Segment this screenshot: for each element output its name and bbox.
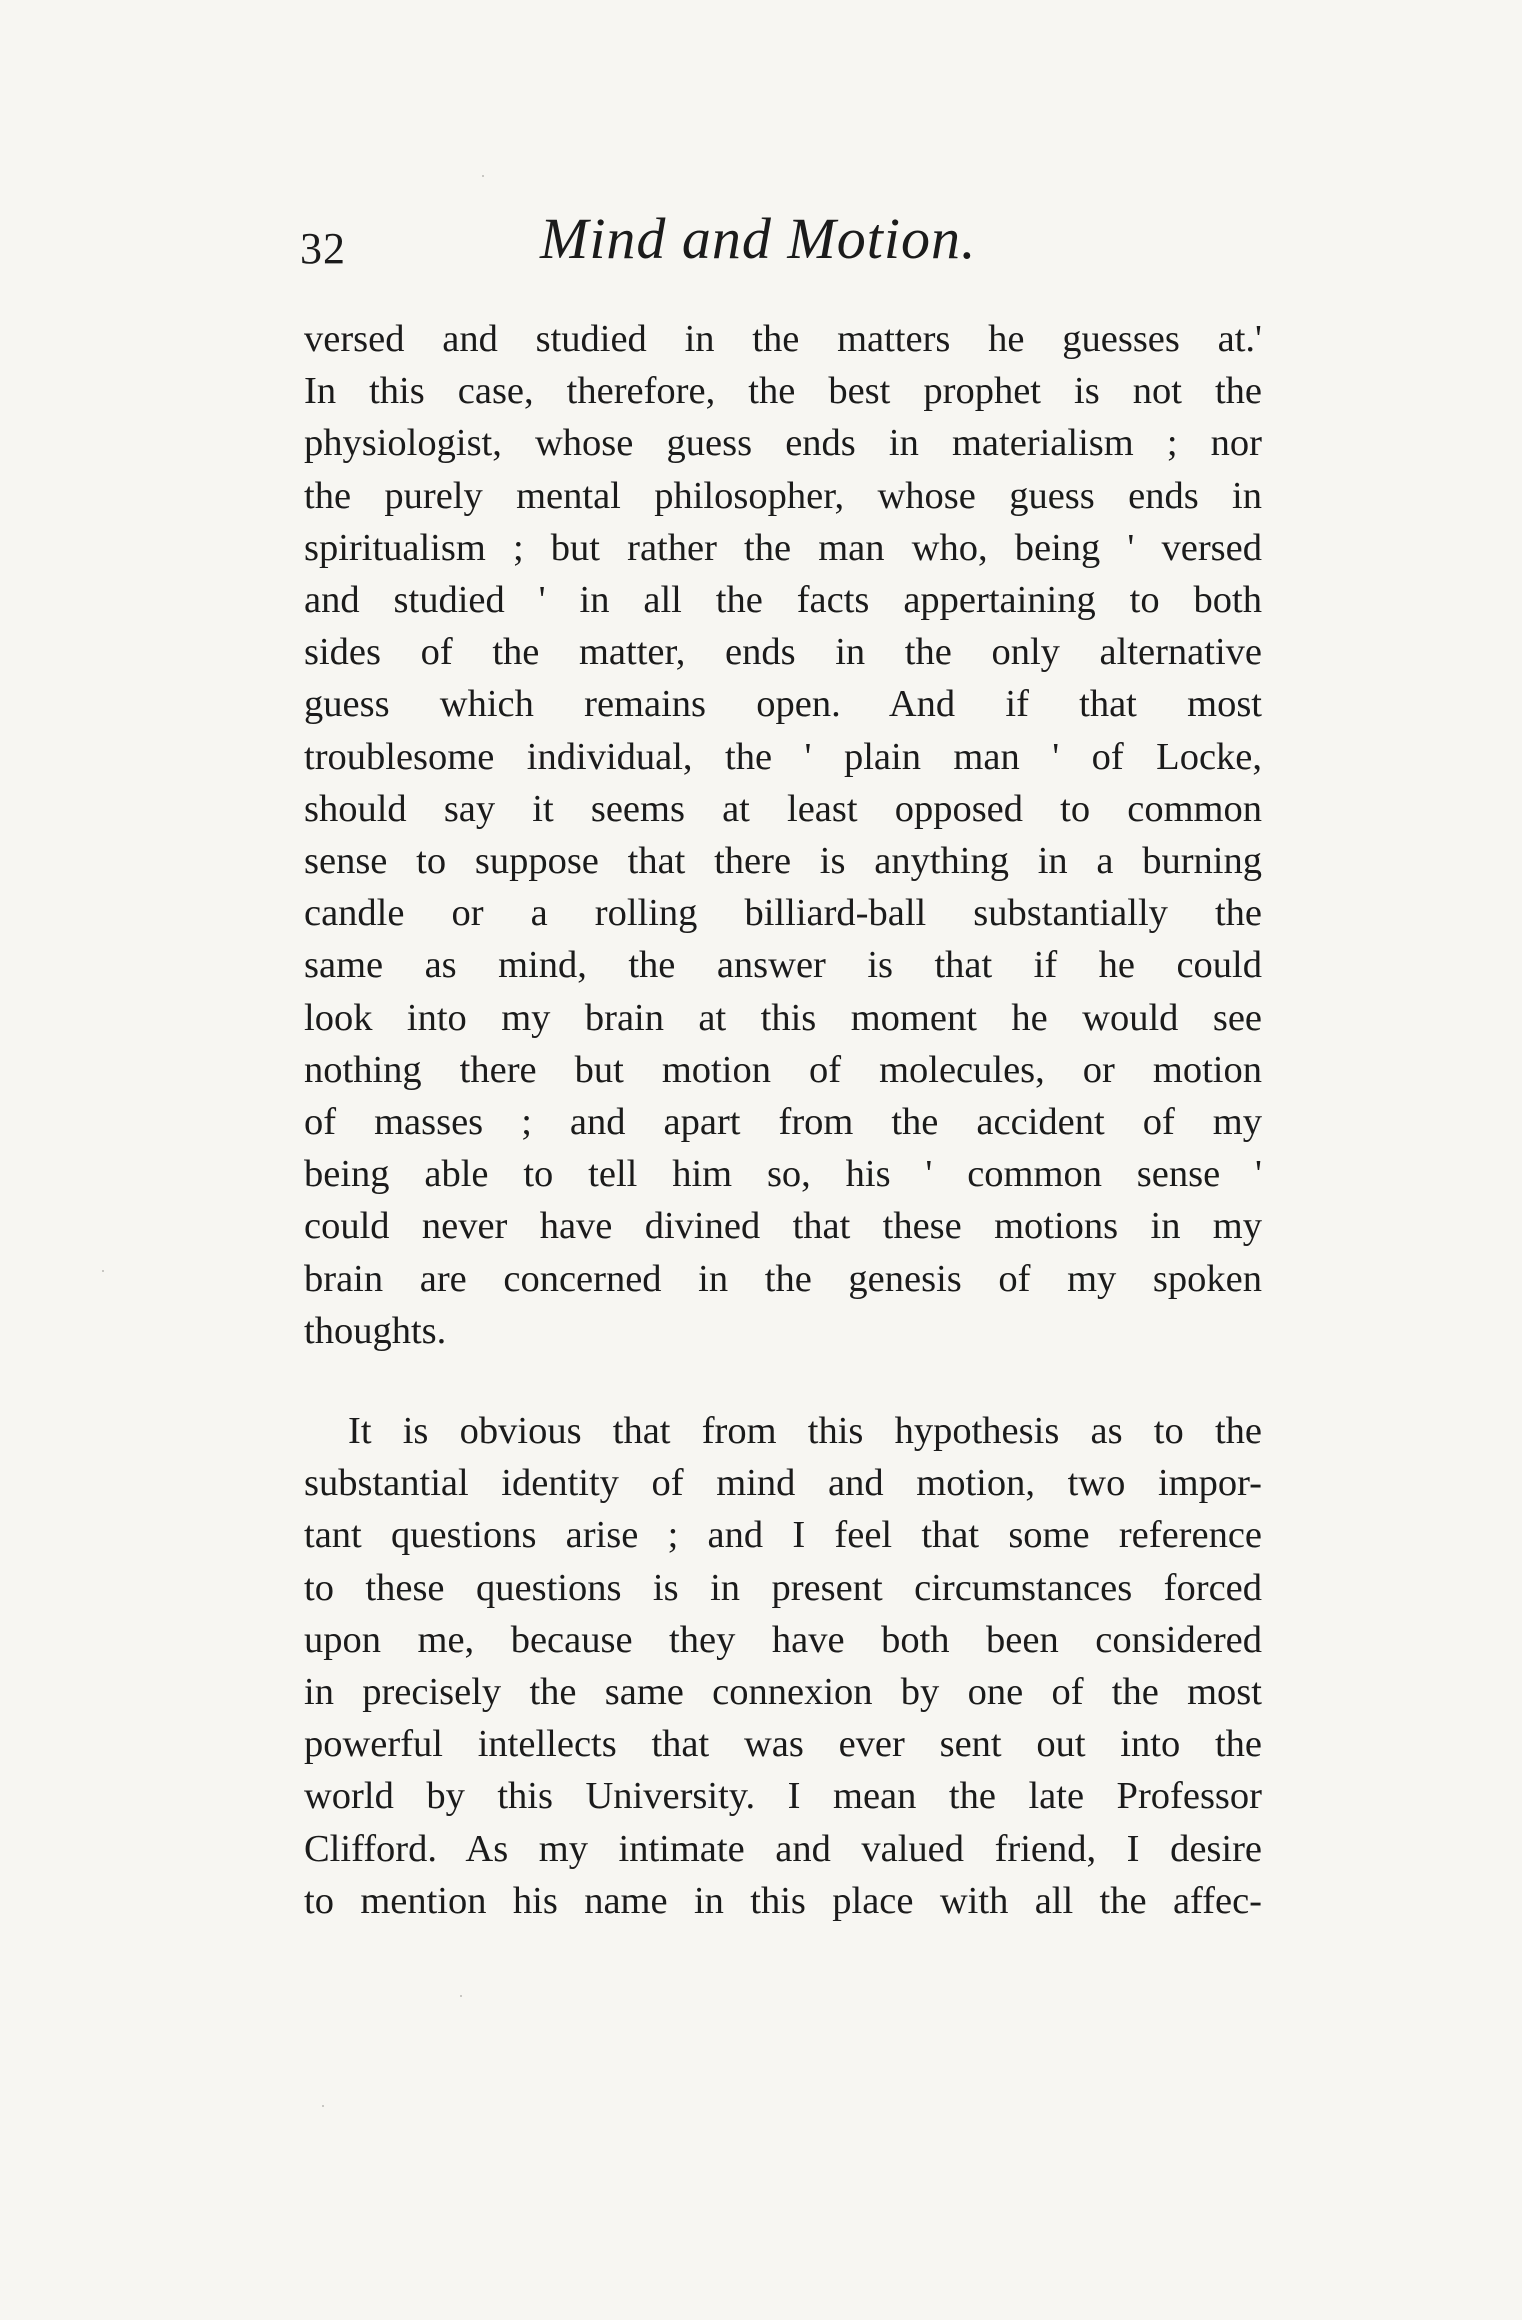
text-line: same as mind, the answer is that if he could [304, 944, 1262, 987]
text-line: physiologist, whose guess ends in materialism ; nor [304, 422, 1262, 465]
text-line: to mention his name in this place with all the affec- [304, 1879, 1262, 1922]
text-line: nothing there but motion of molecules, or motion [304, 1048, 1262, 1091]
text-line: thoughts. [304, 1309, 447, 1352]
text-line: sense to suppose that there is anything in a burning [304, 840, 1262, 883]
text-line: In this case, therefore, the best prophet is not the [304, 370, 1262, 413]
page-header [300, 205, 1260, 285]
text-line: brain are concerned in the genesis of my spoken [304, 1257, 1262, 1300]
text-line: of masses ; and apart from the accident of my [304, 1101, 1262, 1144]
text-line: Clifford. As my intimate and valued friend, I desire [304, 1827, 1262, 1870]
paper-speck [482, 175, 484, 177]
text-line: the purely mental philosopher, whose guess ends in [304, 474, 1262, 517]
text-line: powerful intellects that was ever sent out into the [304, 1723, 1262, 1766]
paragraph-1 [304, 313, 1262, 1357]
text-line: being able to tell him so, his ' common sense ' [304, 1153, 1262, 1196]
text-line: to these questions is in present circumstances forced [304, 1566, 1262, 1609]
text-line: candle or a rolling billiard-ball substantially the [304, 892, 1262, 935]
text-line: look into my brain at this moment he would see [304, 996, 1262, 1039]
text-line: It is obvious that from this hypothesis as to the [348, 1410, 1262, 1452]
text-line: upon me, because they have both been considered [304, 1618, 1262, 1661]
text-line: guess which remains open. And if that most [304, 683, 1262, 726]
text-line: could never have divined that these motions in my [304, 1205, 1262, 1248]
text-line: troublesome individual, the ' plain man ' of Locke, [304, 735, 1262, 778]
paper-speck [322, 2105, 324, 2107]
text-line: and studied ' in all the facts appertaining to both [304, 579, 1262, 622]
text-line: versed and studied in the matters he guesses at.' [304, 318, 1262, 360]
text-line: sides of the matter, ends in the only alternative [304, 631, 1262, 674]
text-line: tant questions arise ; and I feel that some reference [304, 1514, 1262, 1557]
text-line: substantial identity of mind and motion, two impor- [304, 1462, 1262, 1505]
text-line: should say it seems at least opposed to common [304, 787, 1262, 830]
text-line: spiritualism ; but rather the man who, being ' versed [304, 526, 1262, 569]
paper-speck [102, 1270, 104, 1272]
text-line: world by this University. I mean the late Professor [304, 1775, 1262, 1818]
paragraph-2 [304, 1405, 1262, 1927]
text-line: in precisely the same connexion by one of the most [304, 1671, 1262, 1714]
page-number: 32 [300, 224, 346, 273]
paper-speck [460, 1995, 462, 1997]
running-title: Mind and Motion. [540, 206, 977, 271]
